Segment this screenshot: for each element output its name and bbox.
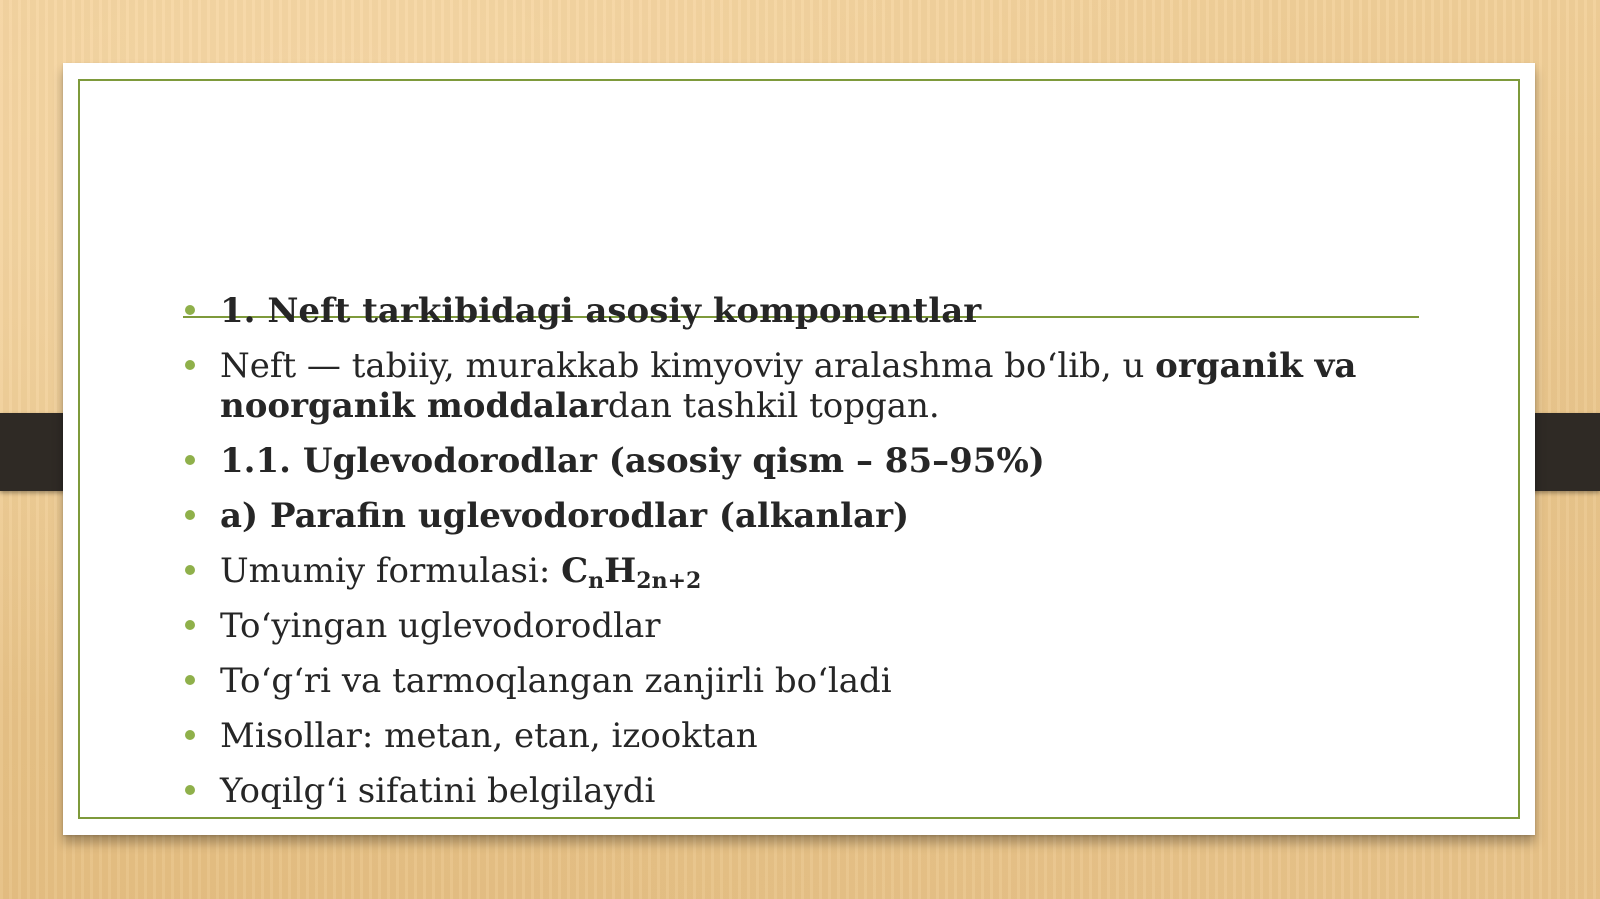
bullet-text: Yoqilg‘i sifatini belgilaydi [220, 771, 656, 811]
bullet-text: To‘g‘ri va tarmoqlangan zanjirli bo‘ladi [220, 661, 892, 701]
formula-hydrogen-subscript: 2n+2 [636, 568, 702, 594]
formula-carbon: C [561, 551, 589, 591]
bullet-text: Neft — tabiiy, murakkab kimyoviy aralashma bo‘lib, u [220, 346, 1156, 386]
bullet-text: Misollar: metan, etan, izooktan [220, 716, 758, 756]
bullet-text: To‘yingan uglevodorodlar [220, 606, 661, 646]
bullet-chain-types [183, 661, 1433, 701]
bullet-hydrocarbons-heading [183, 441, 1433, 481]
bullet-saturated [183, 606, 1433, 646]
bullet-oil-definition [183, 346, 1433, 426]
bullet-general-formula [183, 551, 1433, 594]
chemical-formula [561, 551, 702, 594]
bullet-text: Umumiy formulasi: [220, 551, 562, 591]
formula-hydrogen: H [604, 551, 637, 591]
bullet-text: a) Parafin uglevodorodlar (alkanlar) [220, 496, 910, 536]
bullet-heading-components [183, 291, 1433, 331]
bullet-bold-text: organik va noorganik moddalar [220, 346, 1357, 426]
bullet-text: dan tashkil topgan. [607, 386, 940, 426]
formula-carbon-subscript: n [588, 568, 605, 594]
bullet-examples [183, 716, 1433, 756]
bullet-fuel-quality [183, 771, 1433, 811]
slide-paper [63, 63, 1535, 835]
bullet-paraffin-heading [183, 496, 1433, 536]
content-bullet-list [183, 291, 1433, 826]
bullet-text: 1. Neft tarkibidagi asosiy komponentlar [220, 291, 982, 331]
bullet-text: 1.1. Uglevodorodlar (asosiy qism – 85–95%) [220, 441, 1045, 481]
